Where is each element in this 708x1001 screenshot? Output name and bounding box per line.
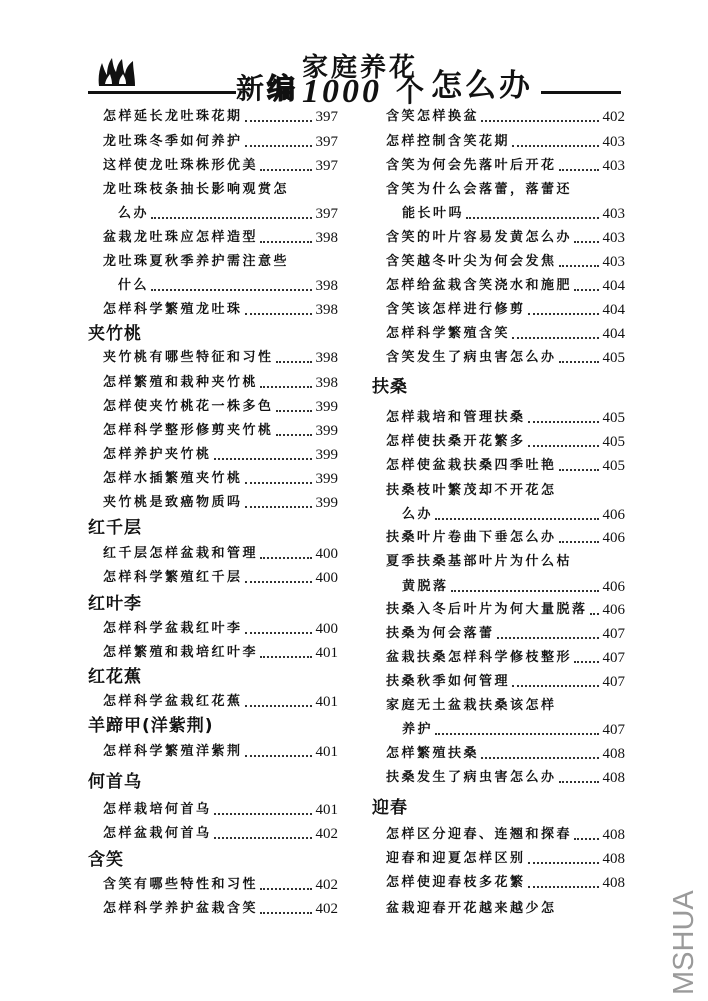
- toc-entry: [386, 456, 625, 476]
- dot-leader: [559, 265, 599, 267]
- entry-title: 怎样科学繁殖龙吐珠: [103, 302, 243, 317]
- section-heading: 何首乌: [88, 772, 142, 792]
- entry-title: 含笑该怎样进行修剪: [386, 302, 526, 317]
- title-top: 家庭养花: [302, 53, 419, 83]
- entry-title: 龙吐珠冬季如何养护: [103, 134, 243, 149]
- entry-title: 含笑为什么会落蕾，落蕾还: [386, 182, 573, 197]
- entry-title: 盆栽扶桑怎样科学修枝整形: [386, 650, 573, 665]
- page-number: 404: [602, 326, 625, 342]
- entry-title: 迎春和迎夏怎样区别: [386, 851, 526, 866]
- page-number: 402: [315, 877, 338, 893]
- dot-leader: [260, 912, 311, 914]
- page-number: 399: [315, 423, 338, 439]
- dot-leader: [245, 482, 312, 484]
- page-number: 400: [315, 546, 338, 562]
- page-number: 400: [315, 570, 338, 586]
- entry-title: 怎样繁殖扶桑: [386, 746, 480, 761]
- toc-entry: [103, 156, 338, 176]
- toc-entry: [386, 324, 625, 344]
- entry-title-cont: 什么: [118, 278, 150, 293]
- dot-leader: [245, 705, 312, 707]
- dot-leader: [245, 581, 312, 583]
- page-number: 408: [602, 746, 625, 762]
- toc-entry: [386, 348, 625, 368]
- entry-title: 怎样繁殖和栽种夹竹桃: [103, 375, 259, 390]
- title-bian: 编: [267, 72, 296, 105]
- entry-title: 扶桑叶片卷曲下垂怎么办: [386, 530, 557, 545]
- entry-title: 怎样使夹竹桃花一株多色: [103, 399, 274, 414]
- dot-leader: [260, 656, 311, 658]
- toc-entry: [386, 528, 625, 548]
- page-number: 402: [315, 901, 338, 917]
- page-number: 407: [602, 674, 625, 690]
- toc-entry: [103, 469, 338, 489]
- toc-entry: [386, 276, 625, 296]
- section-heading: 红叶李: [88, 594, 142, 614]
- dot-leader: [574, 838, 598, 840]
- entry-title: 怎样控制含笑花期: [386, 134, 511, 149]
- entry-title: 夹竹桃有哪些特征和习性: [103, 350, 274, 365]
- entry-title: 家庭无土盆栽扶桑该怎样: [386, 698, 557, 713]
- dot-leader: [451, 590, 599, 592]
- dot-leader: [528, 886, 599, 888]
- page-number: 403: [602, 254, 625, 270]
- toc-entry: [103, 107, 338, 127]
- toc-entry: [386, 107, 625, 127]
- entry-title-cont: 黄脱落: [402, 579, 449, 594]
- dot-leader: [245, 313, 312, 315]
- entry-title: 怎样水插繁殖夹竹桃: [103, 471, 243, 486]
- entry-title: 怎样科学繁殖洋紫荆: [103, 744, 243, 759]
- dot-leader: [559, 469, 599, 471]
- toc-entry: [103, 493, 338, 513]
- page-number: 398: [315, 375, 338, 391]
- dot-leader: [512, 685, 598, 687]
- section-heading: 迎春: [372, 798, 408, 818]
- page-number: 404: [602, 278, 625, 294]
- toc-entry: [386, 228, 625, 248]
- dot-leader: [466, 217, 598, 219]
- entry-title: 怎样养护夹竹桃: [103, 447, 212, 462]
- page-number: 405: [602, 410, 625, 426]
- title-xin: 新: [236, 72, 265, 105]
- dot-leader: [512, 145, 598, 147]
- page-number: 402: [315, 826, 338, 842]
- page-number: 403: [602, 158, 625, 174]
- page-number: 405: [602, 458, 625, 474]
- dot-leader: [528, 862, 599, 864]
- dot-leader: [260, 888, 311, 890]
- toc-entry-continuation: [118, 276, 338, 296]
- section-heading: 夹竹桃: [88, 324, 142, 344]
- dot-leader: [481, 120, 598, 122]
- dot-leader: [590, 613, 599, 615]
- watermark: MSHUA: [668, 890, 700, 995]
- page-number: 406: [602, 602, 625, 618]
- page-number: 403: [602, 134, 625, 150]
- toc-entry: [386, 849, 625, 869]
- section-heading: 含笑: [88, 850, 124, 870]
- dot-leader: [435, 518, 598, 520]
- toc-entry-continuation: [402, 505, 625, 525]
- page-number: 397: [315, 206, 338, 222]
- page-number: 406: [602, 507, 625, 523]
- section-heading: 红花蕉: [88, 667, 142, 687]
- page-number: 399: [315, 447, 338, 463]
- toc-entry: [103, 742, 338, 762]
- entry-title: 怎样栽培和管理扶桑: [386, 410, 526, 425]
- toc-entry: [386, 300, 625, 320]
- entry-title: 红千层怎样盆栽和管理: [103, 546, 259, 561]
- dot-leader: [528, 445, 599, 447]
- toc-entry: [103, 180, 338, 200]
- toc-entry-continuation: [402, 204, 625, 224]
- toc-entry-continuation: [402, 720, 625, 740]
- toc-entry: [103, 544, 338, 564]
- dot-leader: [559, 361, 599, 363]
- entry-title-cont: 养护: [402, 722, 434, 737]
- toc-entry: [386, 768, 625, 788]
- toc-entry: [386, 552, 625, 572]
- dot-leader: [528, 421, 599, 423]
- toc-entry: [386, 873, 625, 893]
- dot-leader: [559, 169, 599, 171]
- toc-entry: [386, 624, 625, 644]
- toc-entry: [386, 744, 625, 764]
- toc-entry: [103, 445, 338, 465]
- toc-entry: [103, 899, 338, 919]
- entry-title: 这样使龙吐珠株形优美: [103, 158, 259, 173]
- toc-entry: [103, 132, 338, 152]
- entry-title-cont: 么办: [118, 206, 150, 221]
- page-number: 403: [602, 206, 625, 222]
- entry-title: 扶桑为何会落蕾: [386, 626, 495, 641]
- dot-leader: [574, 661, 598, 663]
- toc-entry: [386, 648, 625, 668]
- page-number: 399: [315, 471, 338, 487]
- entry-title-cont: 能长叶吗: [402, 206, 465, 221]
- toc-entry: [386, 825, 625, 845]
- toc-entry: [386, 672, 625, 692]
- entry-title: 怎样给盆栽含笑浇水和施肥: [386, 278, 573, 293]
- page-number: 407: [602, 722, 625, 738]
- page-number: 399: [315, 399, 338, 415]
- toc-entry: [386, 432, 625, 452]
- toc-entry: [103, 397, 338, 417]
- entry-title: 怎样科学繁殖红千层: [103, 570, 243, 585]
- dot-leader: [245, 632, 312, 634]
- dot-leader: [512, 337, 598, 339]
- toc-entry: [103, 824, 338, 844]
- page-number: 398: [315, 230, 338, 246]
- page-number: 406: [602, 579, 625, 595]
- dot-leader: [214, 813, 312, 815]
- page-number: 401: [315, 802, 338, 818]
- page-number: 405: [602, 434, 625, 450]
- page-number: 405: [602, 350, 625, 366]
- toc-entry: [103, 568, 338, 588]
- toc-entry: [103, 875, 338, 895]
- dot-leader: [151, 217, 311, 219]
- toc-entry: [386, 408, 625, 428]
- toc-entry: [103, 800, 338, 820]
- page-number: 408: [602, 851, 625, 867]
- page-number: 401: [315, 645, 338, 661]
- entry-title: 夏季扶桑基部叶片为什么枯: [386, 554, 573, 569]
- toc-entry-continuation: [118, 204, 338, 224]
- page-number: 398: [315, 302, 338, 318]
- dot-leader: [574, 289, 598, 291]
- section-heading: 羊蹄甲(洋紫荆): [88, 716, 214, 736]
- entry-title: 怎样科学整形修剪夹竹桃: [103, 423, 274, 438]
- dot-leader: [559, 541, 599, 543]
- dot-leader: [151, 289, 311, 291]
- page-number: 398: [315, 350, 338, 366]
- entry-title: 怎样科学盆栽红叶李: [103, 621, 243, 636]
- title-number: 1000: [302, 73, 382, 110]
- dot-leader: [245, 506, 312, 508]
- dot-leader: [276, 410, 312, 412]
- toc-entry: [103, 619, 338, 639]
- entry-title: 扶桑发生了病虫害怎么办: [386, 770, 557, 785]
- dot-leader: [214, 837, 312, 839]
- page-number: 407: [602, 650, 625, 666]
- toc-entry: [103, 421, 338, 441]
- page-number: 402: [602, 109, 625, 125]
- toc-entry: [103, 300, 338, 320]
- entry-title-cont: 么办: [402, 507, 434, 522]
- entry-title: 怎样使扶桑开花繁多: [386, 434, 526, 449]
- dot-leader: [245, 120, 312, 122]
- dot-leader: [214, 458, 312, 460]
- toc-entry: [103, 692, 338, 712]
- entry-title: 怎样延长龙吐珠花期: [103, 109, 243, 124]
- entry-title: 龙吐珠夏秋季养护需注意些: [103, 254, 290, 269]
- dot-leader: [260, 386, 311, 388]
- toc-entry: [103, 228, 338, 248]
- dot-leader: [574, 241, 598, 243]
- lotus-icon: [97, 57, 137, 87]
- page-number: 401: [315, 694, 338, 710]
- header-rule-left: [88, 91, 236, 94]
- toc-entry: [386, 180, 625, 200]
- entry-title: 怎样区分迎春、连翘和探春: [386, 827, 573, 842]
- entry-title: 扶桑秋季如何管理: [386, 674, 511, 689]
- entry-title: 怎样科学养护盆栽含笑: [103, 901, 259, 916]
- page-number: 397: [315, 109, 338, 125]
- page-number: 406: [602, 530, 625, 546]
- entry-title: 怎样繁殖和栽培红叶李: [103, 645, 259, 660]
- title-suffix: 怎么办: [431, 68, 533, 104]
- dot-leader: [245, 145, 312, 147]
- toc-entry: [386, 252, 625, 272]
- page-number: 397: [315, 134, 338, 150]
- page-number: 399: [315, 495, 338, 511]
- toc-entry: [103, 643, 338, 663]
- dot-leader: [559, 781, 599, 783]
- title-measure: 个: [396, 75, 425, 108]
- toc-entry: [386, 899, 625, 919]
- dot-leader: [260, 241, 311, 243]
- dot-leader: [435, 733, 598, 735]
- entry-title: 怎样使盆栽扶桑四季吐艳: [386, 458, 557, 473]
- toc-entry: [386, 156, 625, 176]
- page-number: 404: [602, 302, 625, 318]
- dot-leader: [481, 757, 598, 759]
- header-rule-right: [541, 91, 621, 94]
- page-number: 397: [315, 158, 338, 174]
- page-number: 408: [602, 875, 625, 891]
- page-number: 407: [602, 626, 625, 642]
- toc-entry: [103, 348, 338, 368]
- page-number: 400: [315, 621, 338, 637]
- page-number: 408: [602, 827, 625, 843]
- dot-leader: [276, 361, 312, 363]
- entry-title: 含笑发生了病虫害怎么办: [386, 350, 557, 365]
- entry-title: 含笑有哪些特性和习性: [103, 877, 259, 892]
- toc-entry: [103, 252, 338, 272]
- section-heading: 红千层: [88, 518, 142, 538]
- entry-title: 怎样科学盆栽红花蕉: [103, 694, 243, 709]
- entry-title: 怎样栽培何首乌: [103, 802, 212, 817]
- toc-entry: [386, 696, 625, 716]
- entry-title: 怎样科学繁殖含笑: [386, 326, 511, 341]
- toc-entry: [386, 132, 625, 152]
- page-number: 408: [602, 770, 625, 786]
- entry-title: 龙吐珠枝条抽长影响观赏怎: [103, 182, 290, 197]
- dot-leader: [276, 434, 312, 436]
- entry-title: 扶桑入冬后叶片为何大量脱落: [386, 602, 588, 617]
- entry-title: 扶桑枝叶繁茂却不开花怎: [386, 483, 557, 498]
- dot-leader: [528, 313, 599, 315]
- entry-title: 盆栽迎春开花越来越少怎: [386, 901, 557, 916]
- entry-title: 含笑为何会先落叶后开花: [386, 158, 557, 173]
- dot-leader: [497, 637, 599, 639]
- entry-title: 含笑的叶片容易发黄怎么办: [386, 230, 573, 245]
- toc-entry: [386, 481, 625, 501]
- page-number: 398: [315, 278, 338, 294]
- toc-entry: [386, 600, 625, 620]
- entry-title: 含笑怎样换盆: [386, 109, 480, 124]
- entry-title: 盆栽龙吐珠应怎样造型: [103, 230, 259, 245]
- section-heading: 扶桑: [372, 377, 408, 397]
- page-number: 403: [602, 230, 625, 246]
- entry-title: 夹竹桃是致癌物质吗: [103, 495, 243, 510]
- entry-title: 怎样使迎春枝多花繁: [386, 875, 526, 890]
- toc-entry-continuation: [402, 577, 625, 597]
- dot-leader: [260, 169, 311, 171]
- page-number: 401: [315, 744, 338, 760]
- dot-leader: [245, 755, 312, 757]
- toc-entry: [103, 373, 338, 393]
- entry-title: 含笑越冬叶尖为何会发焦: [386, 254, 557, 269]
- entry-title: 怎样盆栽何首乌: [103, 826, 212, 841]
- dot-leader: [260, 557, 311, 559]
